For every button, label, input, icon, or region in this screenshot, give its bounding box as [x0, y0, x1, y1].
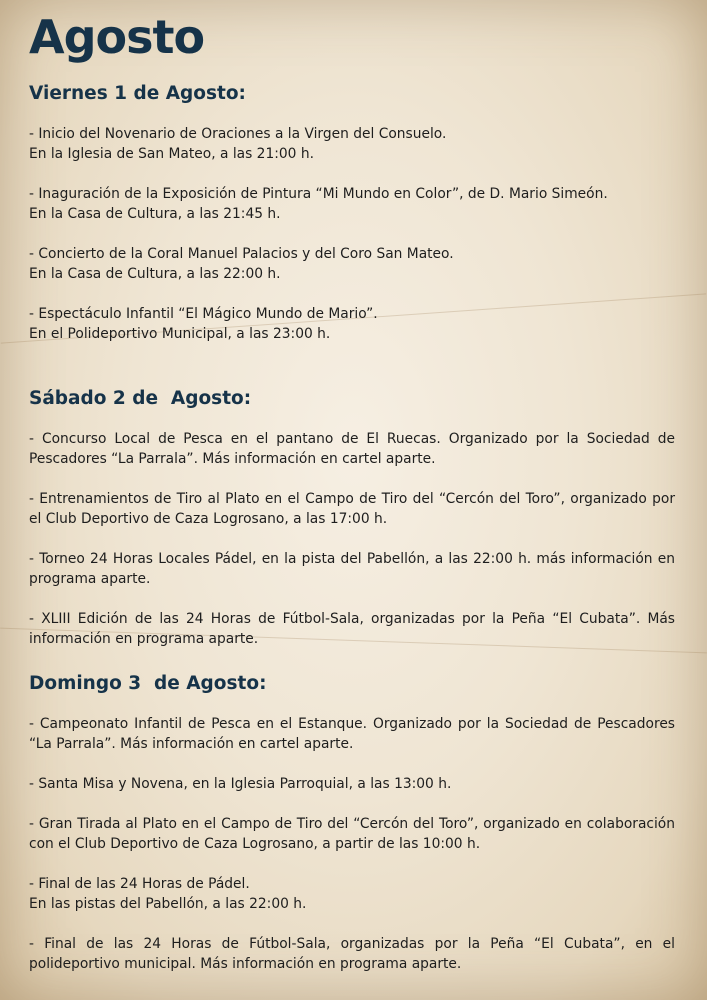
- event-entry: - Santa Misa y Novena, en la Iglesia Parroquial, a las 13:00 h.: [29, 776, 452, 792]
- event-entry: - XLIII Edición de las 24 Horas de Fútbol-Sala, organizadas por la Peña “El Cubata”. Más información en programa aparte.: [29, 611, 675, 647]
- event-line: En las pistas del Pabellón, a las 22:00 h.: [29, 896, 307, 912]
- event-line: - Final de las 24 Horas de Pádel.: [29, 876, 250, 892]
- event-entry: [29, 304, 675, 344]
- event-line: En la Casa de Cultura, a las 22:00 h.: [29, 266, 281, 282]
- event-entry: - Campeonato Infantil de Pesca en el Estanque. Organizado por la Sociedad de Pescadores “La Parrala”. Más información en cartel aparte.: [29, 716, 675, 752]
- event-entry: [29, 184, 675, 224]
- event-entry: [29, 874, 675, 914]
- day-heading-viernes: Viernes 1 de Agosto:: [29, 83, 246, 104]
- event-line: - Espectáculo Infantil “El Mágico Mundo de Mario”.: [29, 306, 378, 322]
- event-line: - Inicio del Novenario de Oraciones a la Virgen del Consuelo.: [29, 126, 447, 142]
- event-entry: [29, 124, 675, 164]
- event-line: - Concierto de la Coral Manuel Palacios y del Coro San Mateo.: [29, 246, 454, 262]
- event-line: En el Polideportivo Municipal, a las 23:00 h.: [29, 326, 331, 342]
- day-heading-domingo: Domingo 3 de Agosto:: [29, 673, 267, 694]
- event-line: En la Casa de Cultura, a las 21:45 h.: [29, 206, 281, 222]
- event-entry: - Concurso Local de Pesca en el pantano de El Ruecas. Organizado por la Sociedad de Pescadores “La Parrala”. Más información en cartel aparte.: [29, 431, 675, 467]
- event-entry: [29, 244, 675, 284]
- event-entry: - Final de las 24 Horas de Fútbol-Sala, organizadas por la Peña “El Cubata”, en el polideportivo municipal. Más información en programa aparte.: [29, 936, 675, 972]
- event-line: En la Iglesia de San Mateo, a las 21:00 h.: [29, 146, 314, 162]
- event-line: - Inaguración de la Exposición de Pintura “Mi Mundo en Color”, de D. Mario Simeón.: [29, 186, 608, 202]
- day-heading-sabado: Sábado 2 de Agosto:: [29, 388, 252, 409]
- event-entry: - Entrenamientos de Tiro al Plato en el Campo de Tiro del “Cercón del Toro”, organizado por el Club Deportivo de Caza Logrosano, a las 17:00 h.: [29, 491, 675, 527]
- event-entry: - Gran Tirada al Plato en el Campo de Tiro del “Cercón del Toro”, organizado en colaboración con el Club Deportivo de Caza Logrosano, a partir de las 10:00 h.: [29, 816, 675, 852]
- page-title: Agosto: [29, 10, 205, 64]
- event-entry: - Torneo 24 Horas Locales Pádel, en la pista del Pabellón, a las 22:00 h. más información en programa aparte.: [29, 551, 675, 587]
